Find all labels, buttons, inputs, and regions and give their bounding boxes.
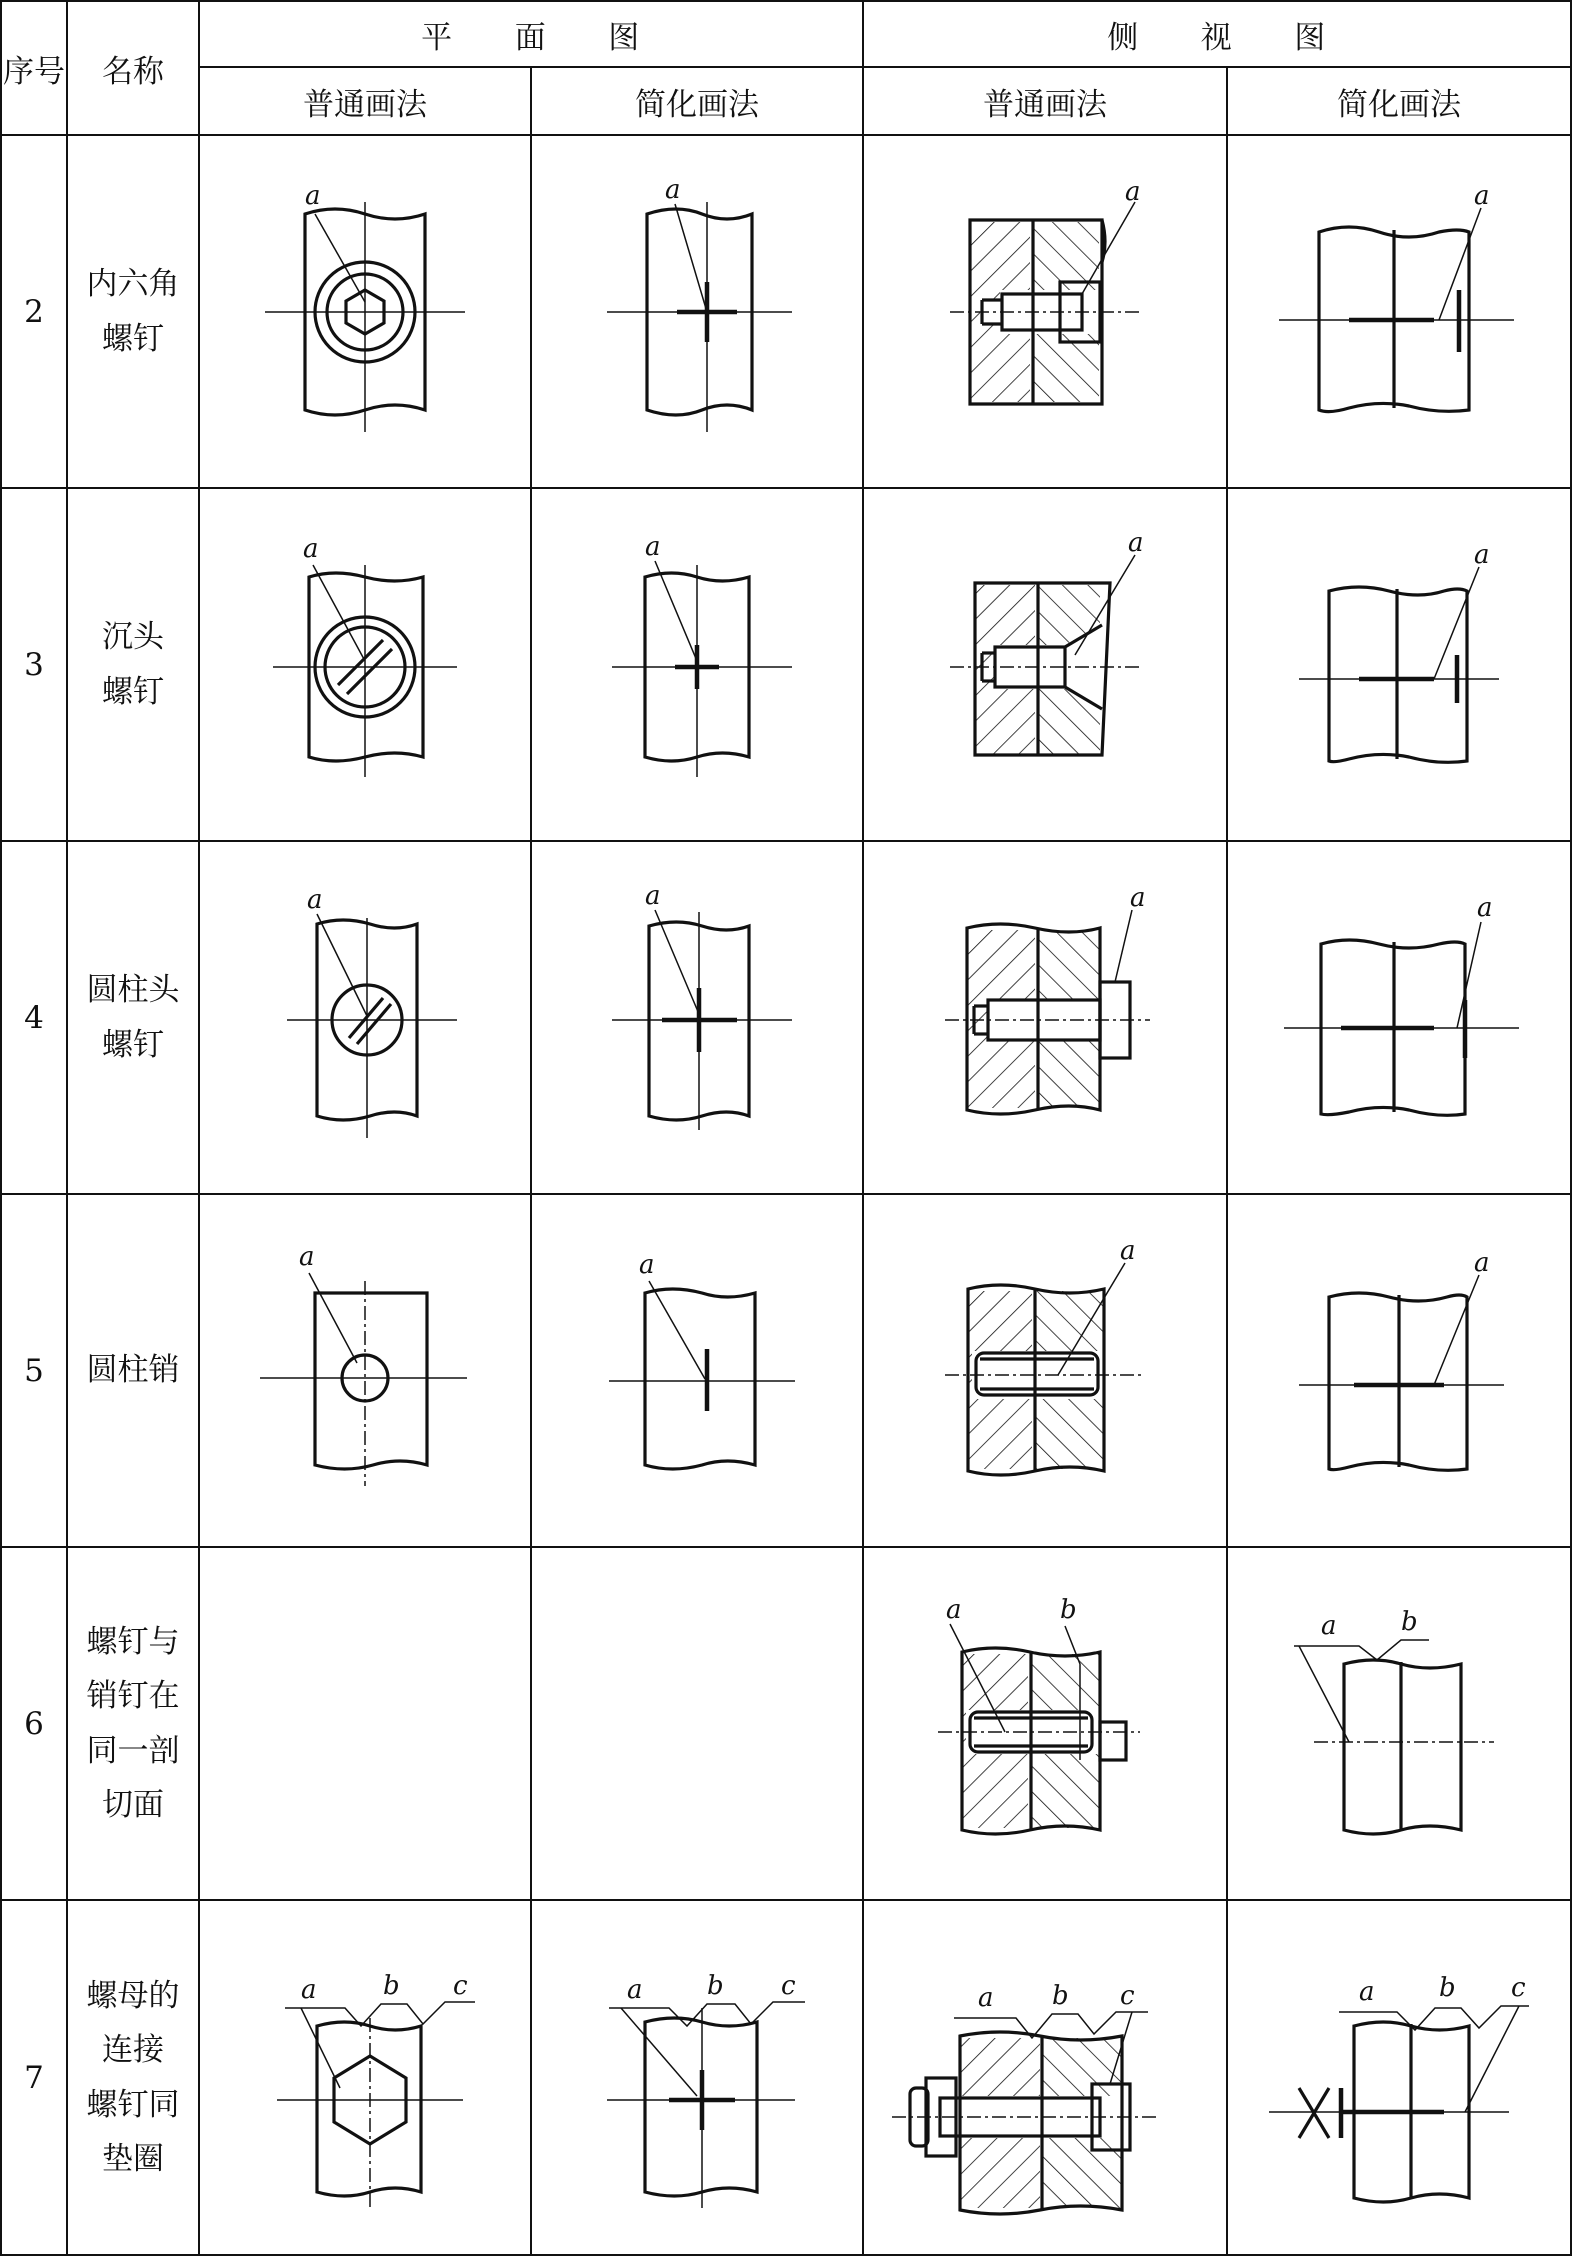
svg-text:b: b <box>1439 1972 1456 2003</box>
svg-text:a: a <box>645 880 661 911</box>
header-side-normal: 普通画法 <box>863 67 1227 135</box>
table-row <box>1 1194 1571 1547</box>
svg-text:a: a <box>299 1241 315 1272</box>
svg-text:c: c <box>781 1970 796 2001</box>
table-row <box>1 1547 1571 1900</box>
svg-text:a: a <box>1474 539 1490 570</box>
svg-text:b: b <box>1060 1594 1077 1625</box>
row-no: 2 <box>1 135 67 488</box>
row-no: 4 <box>1 841 67 1194</box>
fig-countersunk-plan-normal <box>199 488 531 841</box>
fig-hex-side-normal <box>863 135 1227 488</box>
svg-text:a: a <box>978 1982 994 2013</box>
fig-cylhead-side-simplified <box>1227 841 1571 1194</box>
row-no: 3 <box>1 488 67 841</box>
fig-combo-side-normal <box>863 1547 1227 1900</box>
svg-text:b: b <box>1052 1980 1069 2011</box>
empty-cell <box>199 1547 531 1900</box>
svg-text:a: a <box>1474 180 1490 211</box>
fig-nut-side-normal <box>863 1900 1227 2255</box>
svg-text:a: a <box>1359 1976 1375 2007</box>
fig-nut-plan-simplified <box>531 1900 863 2255</box>
svg-text:a: a <box>1125 176 1141 207</box>
row-no: 6 <box>1 1547 67 1900</box>
fig-pin-plan-normal <box>199 1194 531 1547</box>
svg-text:a: a <box>301 1974 317 2005</box>
svg-text:b: b <box>383 1970 400 2001</box>
fig-cylhead-side-normal <box>863 841 1227 1194</box>
fig-combo-side-simplified <box>1227 1547 1571 1900</box>
svg-text:a: a <box>305 180 321 211</box>
table-row <box>1 488 1571 841</box>
svg-text:a: a <box>665 174 681 205</box>
header-plan-view: 平 面 图 <box>199 1 863 67</box>
fig-countersunk-side-simplified <box>1227 488 1571 841</box>
row-name: 螺母的 连接 螺钉同 垫圈 <box>67 1900 199 2255</box>
svg-text:a: a <box>645 531 661 562</box>
table-row <box>1 841 1571 1194</box>
empty-cell <box>531 1547 863 1900</box>
fig-countersunk-plan-simplified <box>531 488 863 841</box>
row-name: 圆柱头 螺钉 <box>67 841 199 1194</box>
svg-text:a: a <box>627 1974 643 2005</box>
svg-text:b: b <box>707 1970 724 2001</box>
header-side-view: 侧 视 图 <box>863 1 1571 67</box>
svg-text:a: a <box>1128 527 1144 558</box>
row-no: 5 <box>1 1194 67 1547</box>
svg-text:c: c <box>453 1970 468 2001</box>
fig-nut-plan-normal <box>199 1900 531 2255</box>
svg-text:c: c <box>1511 1972 1526 2003</box>
fig-hex-plan-simplified <box>531 135 863 488</box>
row-name: 沉头 螺钉 <box>67 488 199 841</box>
svg-text:a: a <box>1477 892 1493 923</box>
svg-text:a: a <box>1474 1247 1490 1278</box>
svg-text:a: a <box>1321 1610 1337 1641</box>
fig-pin-side-normal <box>863 1194 1227 1547</box>
svg-text:a: a <box>946 1594 962 1625</box>
fig-nut-side-simplified <box>1227 1900 1571 2255</box>
fig-hex-side-simplified <box>1227 135 1571 488</box>
fig-countersunk-side-normal <box>863 488 1227 841</box>
svg-text:c: c <box>1120 1980 1135 2011</box>
svg-text:b: b <box>1401 1606 1418 1637</box>
row-name: 螺钉与 销钉在 同一剖 切面 <box>67 1547 199 1900</box>
header-name: 名称 <box>67 1 199 135</box>
svg-text:a: a <box>307 884 323 915</box>
row-no: 7 <box>1 1900 67 2255</box>
row-name: 圆柱销 <box>67 1194 199 1547</box>
fig-pin-side-simplified <box>1227 1194 1571 1547</box>
table-row <box>1 1900 1571 2255</box>
svg-text:a: a <box>639 1249 655 1280</box>
svg-text:a: a <box>303 533 319 564</box>
header-side-simplified: 简化画法 <box>1227 67 1571 135</box>
svg-text:a: a <box>1120 1235 1136 1266</box>
table-row <box>1 135 1571 488</box>
header-no: 序号 <box>1 1 67 135</box>
svg-text:a: a <box>1130 882 1146 913</box>
fig-pin-plan-simplified <box>531 1194 863 1547</box>
fig-hex-plan-normal <box>199 135 531 488</box>
fig-cylhead-plan-simplified <box>531 841 863 1194</box>
fig-cylhead-plan-normal <box>199 841 531 1194</box>
row-name: 内六角 螺钉 <box>67 135 199 488</box>
header-plan-simplified: 简化画法 <box>531 67 863 135</box>
header-plan-normal: 普通画法 <box>199 67 531 135</box>
